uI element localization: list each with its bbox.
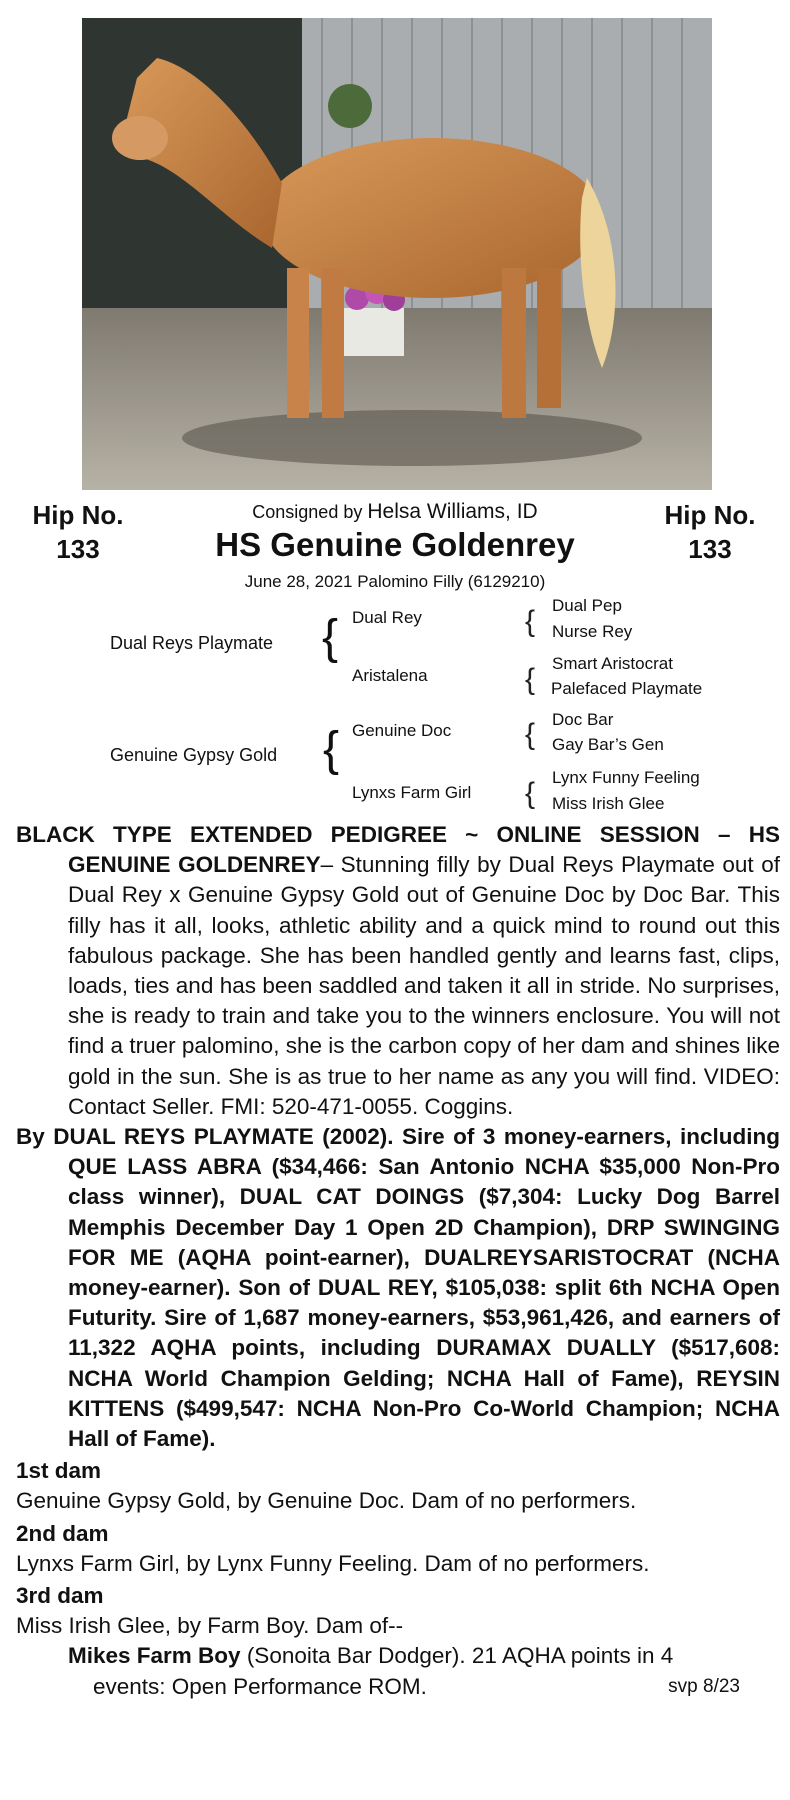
pedigree-brace: { xyxy=(322,611,339,664)
produce-line1: (Sonoita Bar Dodger). 21 AQHA points in 4 xyxy=(240,1643,674,1669)
dam-label: 3rd dam xyxy=(16,1583,104,1609)
pedigree-g4: Palefaced Playmate xyxy=(551,679,703,698)
pedigree-dam-dam: Lynxs Farm Girl xyxy=(352,783,472,802)
consigned-line xyxy=(180,500,610,524)
pedigree-brace: { xyxy=(525,718,536,751)
hip-label: Hip No. xyxy=(32,500,124,530)
pedigree-sire: Dual Reys Playmate xyxy=(110,633,274,653)
hip-number-left xyxy=(3,498,153,566)
pedigree-g1: Dual Pep xyxy=(552,596,622,615)
consigned-prefix: Consigned by xyxy=(252,502,363,522)
description-paragraph xyxy=(16,820,780,1122)
dam-text: Genuine Gypsy Gold, by Genuine Doc. Dam of no performers. xyxy=(16,1488,637,1514)
sire-record-paragraph: By DUAL REYS PLAYMATE (2002). Sire of 3 money-earners, including QUE LASS ABRA ($34,466: San Antonio NCHA $35,000 Non-Pro class winner), DUAL CAT DOINGS ($7,304: Lucky Dog Barrel Memphis December Day 1 Open 2D Champion), DRP SWINGING FOR ME (AQHA point-earner), DUALREYSARISTOCRAT (NCHA money-earner). Son of DUAL REY, $105,038: split 6th NCHA Open Futurity. Sire of 1,687 money-earners, $53,961,426, and earners of 11,322 AQHA points, including DURAMAX DUALLY ($517,608: NCHA World Champion Gelding; NCHA Hall of Fame), REYSIN KITTENS ($499,547: NCHA Non-Pro Co-World Champion; NCHA Hall of Fame). xyxy=(16,1124,780,1452)
produce-line2: events: Open Performance ROM. xyxy=(93,1673,427,1699)
hip-label: Hip No. xyxy=(664,500,756,530)
pedigree-g3: Smart Aristocrat xyxy=(552,654,673,673)
horse-name: HS Genuine Goldenrey xyxy=(215,526,575,563)
dam-label: 1st dam xyxy=(16,1458,102,1484)
pedigree-g5: Doc Bar xyxy=(552,710,614,729)
pedigree-dam: Genuine Gypsy Gold xyxy=(110,745,278,765)
foal-info: June 28, 2021 Palomino Filly (6129210) xyxy=(244,572,546,591)
hip-value: 133 xyxy=(56,534,100,564)
hip-number-right xyxy=(635,498,785,566)
dam-label: 2nd dam xyxy=(16,1520,109,1546)
pedigree-g6: Gay Bar’s Gen xyxy=(552,735,664,754)
description-text: – Stunning filly by Dual Reys Playmate out of Dual Rey x Genuine Gypsy Gold out of Genuine Doc by Doc Bar. This filly has it all, looks, athletic ability and a quick mind to round out this fabulous package. She has been handled gently and learns fast, clips, loads, ties and has been saddled and taken it all in stride. No surprises, she is ready to train and take you to the winners enclosure. You will not find a truer palomino, she is the carbon copy of her dam and shines like gold in the sun. She is as true to her name as any you will find. VIDEO: Contact Seller. FMI: 520-471-0055. Coggins. xyxy=(68,852,781,1119)
dam-text: Lynxs Farm Girl, by Lynx Funny Feeling. Dam of no performers. xyxy=(16,1550,650,1576)
consignor-name: Helsa Williams, ID xyxy=(367,500,538,523)
pedigree-brace: { xyxy=(525,663,536,696)
hip-value: 133 xyxy=(688,534,732,564)
pedigree-g8: Miss Irish Glee xyxy=(552,794,665,813)
pedigree-brace: { xyxy=(525,777,536,810)
catalog-body xyxy=(16,820,780,1702)
produce-record-cont xyxy=(16,1672,780,1702)
pedigree-dam-sire: Genuine Doc xyxy=(352,721,452,740)
produce-record xyxy=(16,1641,780,1671)
pedigree-g2: Nurse Rey xyxy=(552,622,633,641)
horse-photo xyxy=(82,18,712,490)
catalog-code: svp 8/23 xyxy=(668,1675,740,1697)
pedigree-brace: { xyxy=(525,605,536,638)
produce-name: Mikes Farm Boy xyxy=(68,1643,241,1669)
pedigree-sire-sire: Dual Rey xyxy=(352,608,422,627)
pedigree-brace: { xyxy=(323,723,340,776)
description-heading: BLACK TYPE EXTENDED PEDIGREE ~ ONLINE SESSION – HS GENUINE GOLDENREY xyxy=(16,822,780,878)
pedigree-sire-dam: Aristalena xyxy=(352,666,428,685)
pedigree-g7: Lynx Funny Feeling xyxy=(552,768,700,787)
dam-text: Miss Irish Glee, by Farm Boy. Dam of-- xyxy=(16,1613,404,1639)
